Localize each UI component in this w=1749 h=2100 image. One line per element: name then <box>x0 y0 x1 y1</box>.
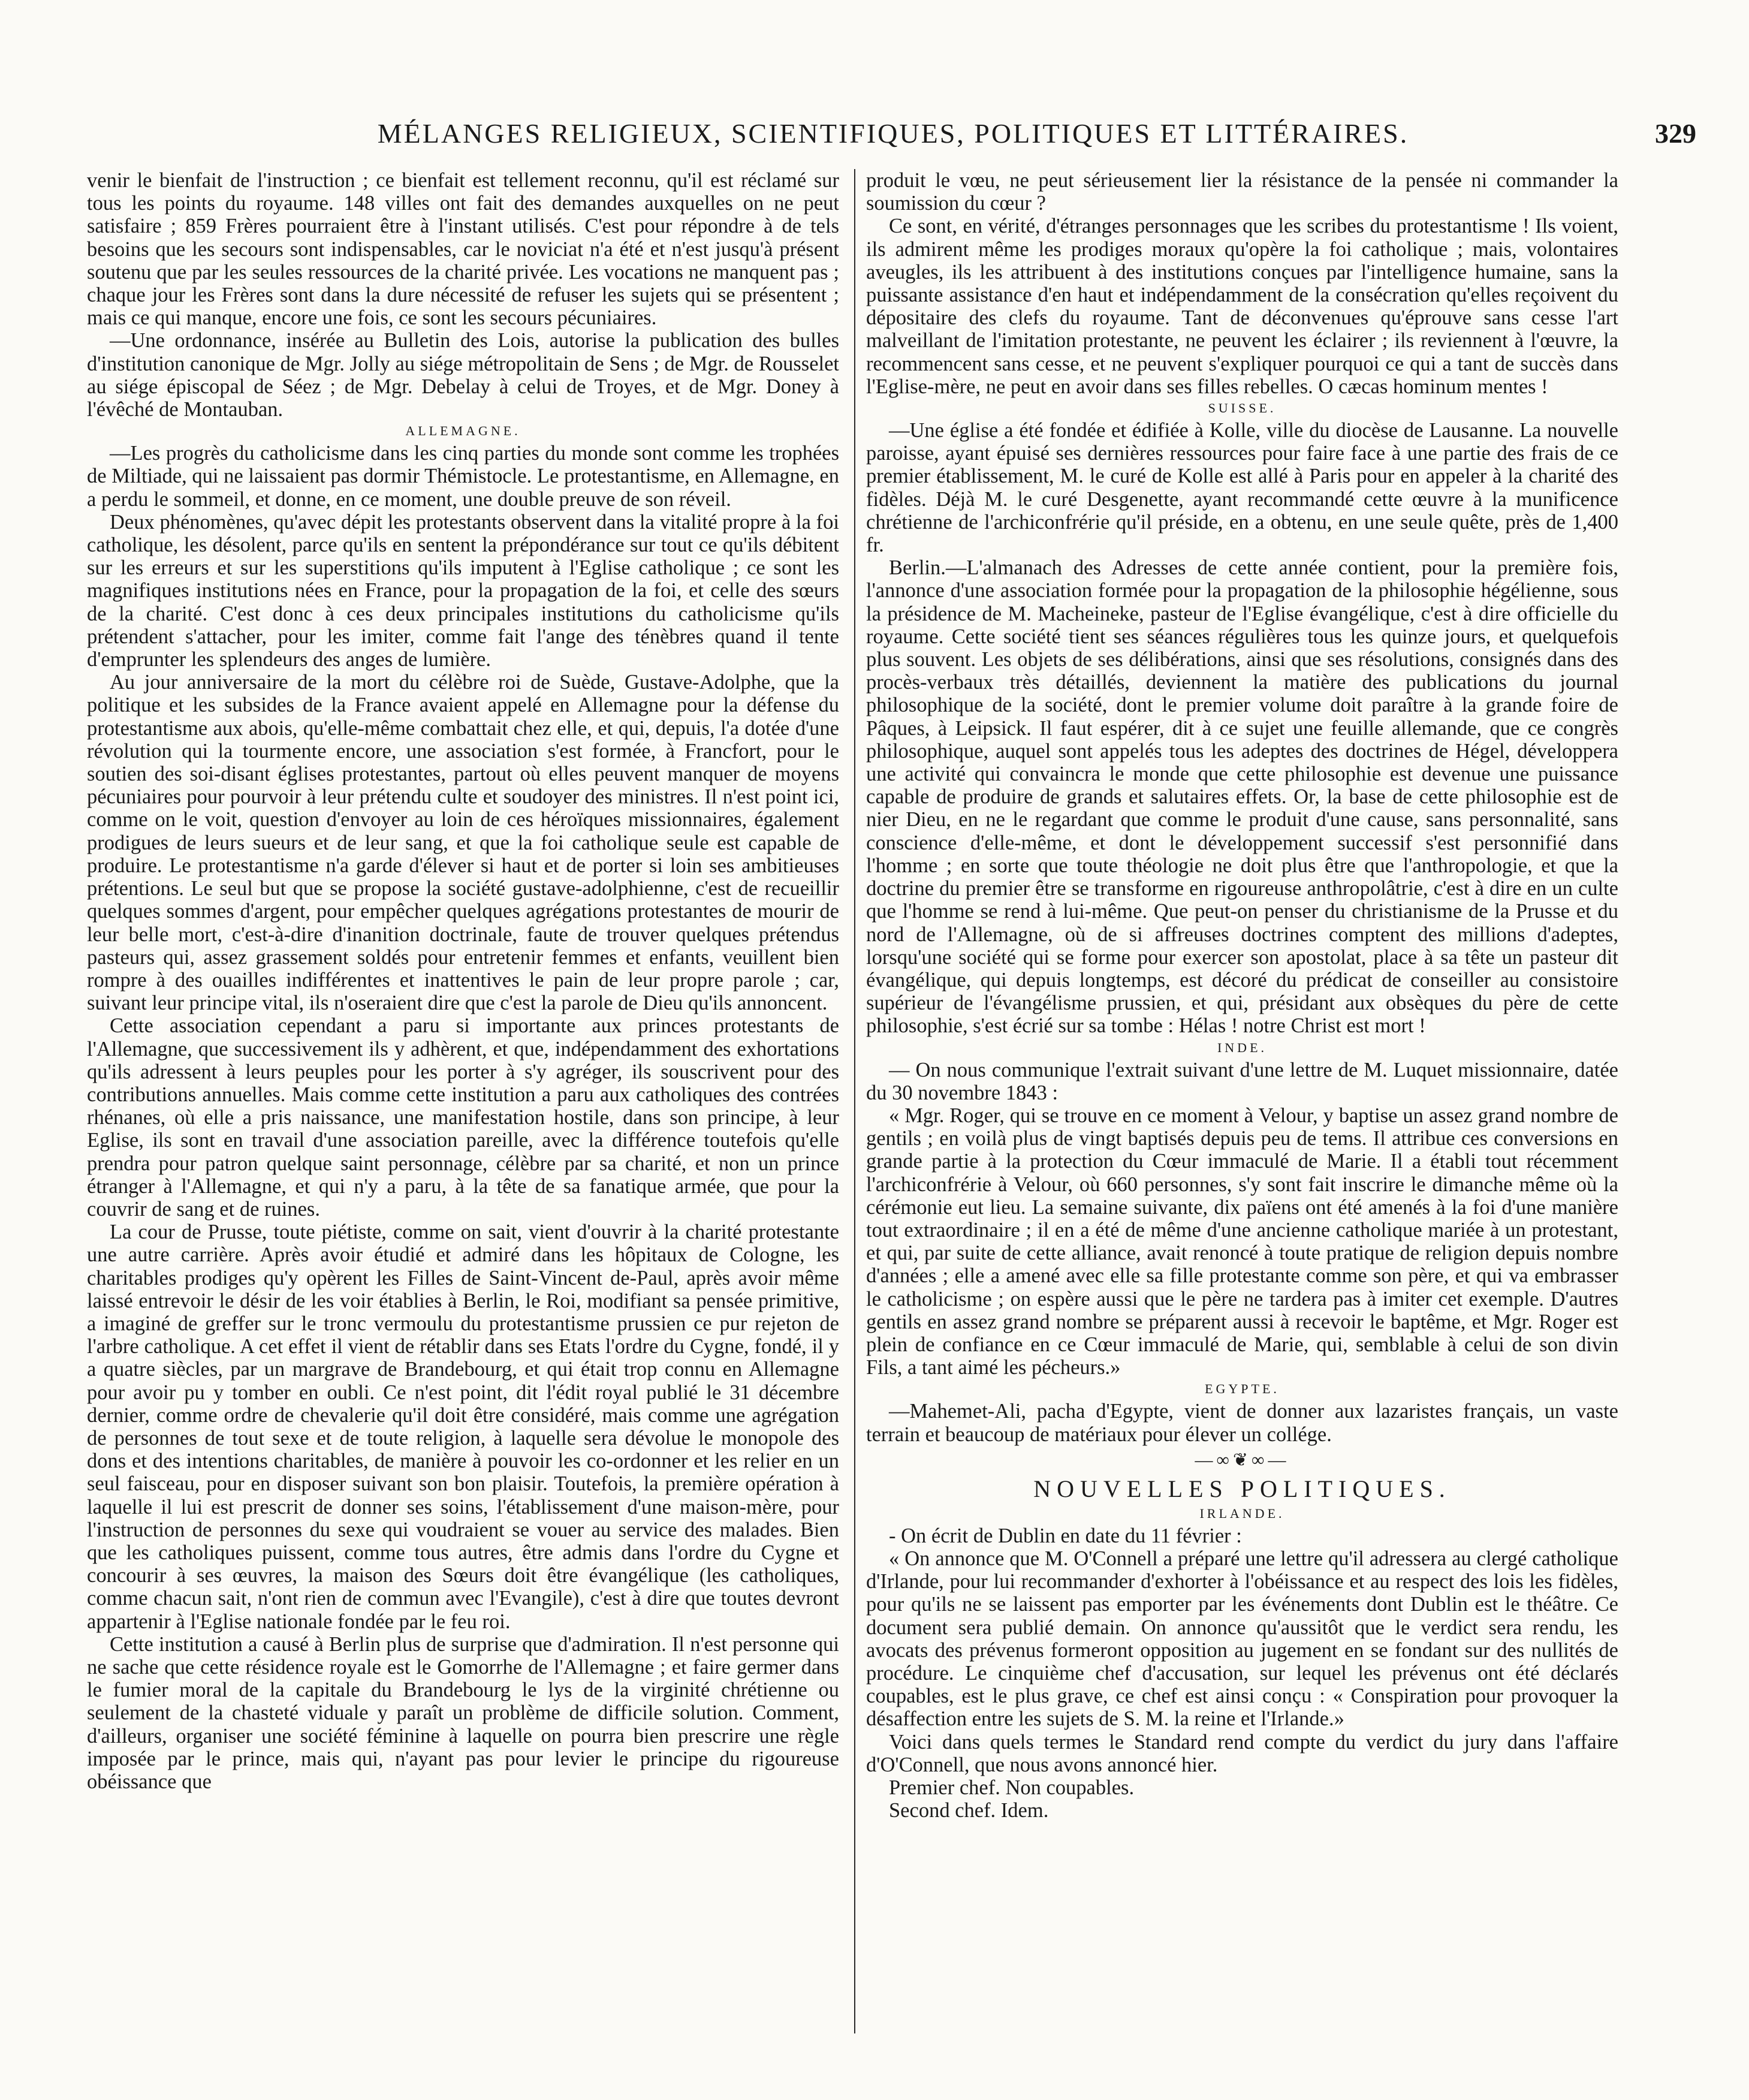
paragraph: Ce sont, en vérité, d'étranges personnages que les scribes du protestantisme ! Ils voient, ils admirent même les prodiges moraux qu'opère la foi catholique ; mais, volontaires aveugles, ils les attribuent à des institutions conçues par l'intelligence humaine, sans la puissante assistance d'en haut et indépendamment de la consécration qu'elles reçoivent du dépositaire des clefs du royaume. Tant de déconvenues qu'éprouve sans cesse l'art malveillant de l'imitation protestante, ne peuvent les éclairer ; ils reviennent à l'œuvre, la recommencent sans cesse, et ne peuvent s'expliquer pourquoi ce qui a tant de succès dans l'Eglise-mère, ne peut en avoir dans ses filles rebelles. O cæcas hominum mentes ! <box>866 215 1618 398</box>
paragraph: produit le vœu, ne peut sérieusement lier la résistance de la pensée ni commander la soumission du cœur ? <box>866 169 1618 215</box>
paragraph: —Mahemet-Ali, pacha d'Egypte, vient de donner aux lazaristes français, un vaste terrain et beaucoup de matériaux pour élever un collége. <box>866 1400 1618 1446</box>
paragraph: Voici dans quels termes le Standard rend compte du verdict du jury dans l'affaire d'O'Connell, que nous avons annoncé hier. <box>866 1730 1618 1776</box>
left-column <box>87 169 839 2034</box>
paragraph: Premier chef. Non coupables. <box>889 1776 1135 1799</box>
page-number: 329 <box>1655 118 1696 149</box>
paragraph: La cour de Prusse, toute piétiste, comme on sait, vient d'ouvrir à la charité protestante une autre carrière. Après avoir étudié et admiré dans les hôpitaux de Cologne, les charitables prodiges qu'y opèrent les Filles de Saint-Vincent de-Paul, après avoir même laissé entrevoir le désir de les voir établies à Berlin, le Roi, modifiant sa pensée primitive, a imaginé de greffer sur le tronc vermoulu du protestantisme prussien ce pur rejeton de l'arbre catholique. A cet effet il vient de rétablir dans ses Etats l'ordre du Cygne, fondé, il y a quatre siècles, par un margrave de Brandebourg, et qui était trop connu en Allemagne pour avoir pu y tomber en oubli. Ce n'est point, dit l'édit royal publié le 31 décembre dernier, comme ordre de chevalerie qu'il doit être considéré, mais comme une agrégation de personnes de tout sexe et de toute religion, à laquelle sera dévolue le monopole des dons et des intentions charitables, de manière à pouvoir les co-ordonner et les relier en un seul faisceau, pour en disposer suivant son bon plaisir. Toutefois, la première opération à laquelle il lui est prescrit de donner ses soins, l'établissement d'une maison-mère, pour l'instruction de personnes du sexe qui voudraient se vouer au service des malades. Bien que les catholiques puissent, comme tous autres, être admis dans l'ordre du Cygne et concourir à ses œuvres, la maison des Sœurs doit être évangélique (les catholiques, comme chacun sait, n'ont rien de commun avec l'Evangile), c'est à dire que toutes devront appartenir à l'Eglise nationale fondée par le feu roi. <box>87 1221 839 1633</box>
paragraph: « On annonce que M. O'Connell a préparé une lettre qu'il adressera au clergé catholique d'Irlande, pour lui recommander d'exhorter à l'obéissance et au respect des lois les fidèles, pour qu'ils ne se laissent pas emporter par les événements dont Dublin est le théâtre. Ce document sera publié demain. On annonce qu'aussitôt que le verdict sera rendu, les avocats des prévenus formeront opposition au jugement en se fondant sur des nullités de procédure. Le cinquième chef d'accusation, sur lequel les prévenus ont été déclarés coupables, est le plus grave, ce chef est ainsi conçu : « Conspiration pour provoquer la désaffection entre les sujets de S. M. la reine et l'Irlande.» <box>866 1547 1618 1731</box>
running-header <box>90 117 1696 161</box>
paragraph: Berlin.—L'almanach des Adresses de cette année contient, pour la première fois, l'annonce d'une association formée pour la propagation de la philosophie hégélienne, sous la présidence de M. Macheineke, pasteur de l'Eglise évangélique, c'est à dire officielle du royaume. Cette société tient ses séances régulières tous les quinze jours, et quelquefois plus souvent. Les objets de ses délibérations, ainsi que ses résolutions, consignés dans des procès-verbaux très détaillés, deviennent la matière des publications du journal philosophique de la société, dont le premier volume doit paraître à la grande foire de Pâques, à Leipsick. Il faut espérer, dit à ce sujet une feuille allemande, que ce congrès philosophique, auquel sont appelés tous les adeptes des doctrines de Hégel, développera une activité qui convaincra le monde que cette philosophie est devenue une puissance capable de produire de grands et salutaires effets. Or, la base de cette philosophie est de nier Dieu, en ne le regardant que comme le produit d'une cause, sans personnalité, sans conscience d'elle-même, et dont le développement successif s'est personnifié dans l'homme ; en sorte que toute théologie ne doit plus être que l'anthropologie, et que la doctrine du premier être se transforme en rigoureuse anthropolâtrie, c'est à dire en un culte que l'homme se rend à lui-même. Que peut-on penser du christianisme de la Prusse et du nord de l'Allemagne, où de si affreuses doctrines comptent des millions d'adeptes, lorsqu'une société qui se forme pour exercer son apostolat, place à sa tête un pasteur dit évangélique, qui depuis longtemps, est décoré du prédicat de conseiller au consistoire supérieur de l'évangélisme prussien, et qui, présidant aux obsèques du père de cette philosophie, s'est écrié sur sa tombe : Hélas ! notre Christ est mort ! <box>866 556 1618 1038</box>
ornament-divider: —∞❦∞— <box>1195 1450 1290 1470</box>
paragraph: —Une ordonnance, insérée au Bulletin des Lois, autorise la publication des bulles d'institution canonique de Mgr. Jolly au siége métropolitain de Sens ; de Mgr. de Rousselet au siége épiscopal de Séez ; de Mgr. Debelay à celui de Troyes, et de Mgr. Doney à l'évêché de Montauban. <box>87 329 839 421</box>
section-heading-egypte: EGYPTE. <box>1205 1381 1280 1397</box>
paragraph: - On écrit de Dublin en date du 11 février : <box>889 1524 1242 1547</box>
paragraph: Cette association cependant a paru si importante aux princes protestants de l'Allemagne, que successivement ils y adhèrent, et que, indépendamment des exhortations qu'ils adressent à leurs peuples pour les porter à s'y agréger, ils souscrivent pour des contributions annuelles. Mais comme cette institution a paru aux catholiques des contrées rhénanes, où elle a pris naissance, une manifestation hostile, dans son principe, à leur Eglise, ils sont en travail d'une association pareille, avec la différence toutefois qu'elle prendra pour patron quelque saint personnage, célèbre par sa charité, et non un prince étranger à l'Allemagne, et qui n'y a paru, à la tête de sa fanatique armée, que pour la couvrir de sang et de ruines. <box>87 1014 839 1221</box>
paragraph: Cette institution a causé à Berlin plus de surprise que d'admiration. Il n'est personne qui ne sache que cette résidence royale est le Gomorrhe de l'Allemagne ; et faire germer dans le fumier moral de la capitale du Brandebourg le lys de la virginité chrétienne ou seulement de la chasteté viduale y paraît un problème de difficile solution. Comment, d'ailleurs, organiser une société féminine à laquelle on pourra bien prescrire une règle imposée par le prince, mais qui, n'ayant pas pour levier le principe du rigoureuse obéissance que <box>87 1632 839 1794</box>
rubric-heading: NOUVELLES POLITIQUES. <box>1033 1475 1451 1502</box>
running-title: MÉLANGES RELIGIEUX, SCIENTIFIQUES, POLITIQUES ET LITTÉRAIRES. <box>377 118 1409 149</box>
paragraph: Second chef. Idem. <box>889 1799 1049 1822</box>
section-heading-inde: INDE. <box>1217 1040 1268 1055</box>
paragraph: —Les progrès du catholicisme dans les cinq parties du monde sont comme les trophées de Miltiade, qui ne laissaient pas dormir Thémistocle. Le protestantisme, en Allemagne, en a perdu le sommeil, et donne, en ce moment, une double preuve de son réveil. <box>87 442 839 511</box>
section-heading-allemagne: ALLEMAGNE. <box>405 423 521 439</box>
paragraph: —Une église a été fondée et édifiée à Kolle, ville du diocèse de Lausanne. La nouvelle paroisse, ayant épuisé ses dernières ressources pour faire face à une partie des frais de ce premier établissement, M. le curé de Kolle est allé à Paris pour en appeler à la charité des fidèles. Déjà M. le curé Desgenette, ayant recommandé cette œuvre à la munificence chrétienne de l'archiconfrérie qu'il préside, en a obtenu, en une seule quête, près de 1,400 fr. <box>866 419 1618 557</box>
section-heading-irlande: IRLANDE. <box>1199 1505 1285 1521</box>
column-divider <box>854 169 855 2033</box>
paragraph: Deux phénomènes, qu'avec dépit les protestants observent dans la vitalité propre à la foi catholique, les désolent, parce qu'ils en sentent la prépondérance sur tout ce qu'ils débitent sur les erreurs et sur les superstitions qu'ils imputent à l'Eglise catholique ; ce sont les magnifiques institutions nées en France, pour la propagation de la foi, et celle des sœurs de la charité. C'est donc à ces deux principales institutions du catholicisme qu'ils prétendent s'attacher, pour les imiter, comme fait l'ange des ténèbres quand il tente d'emprunter les splendeurs des anges de lumière. <box>87 510 839 671</box>
paragraph: venir le bienfait de l'instruction ; ce bienfait est tellement reconnu, qu'il est réclamé sur tous les points du royaume. 148 villes ont fait des demandes auxquelles on ne peut satisfaire ; 859 Frères pourraient être à l'instant utilisés. C'est pour répondre à de tels besoins que les secours sont indispensables, car le noviciat n'a été et n'est jusqu'à présent soutenu que par les seules ressources de la charité privée. Les vocations ne manquent pas ; chaque jour les Frères sont dans la dure nécessité de refuser les sujets qui se présentent ; mais ce qui manque, encore une fois, ce sont les secours pécuniaires. <box>87 169 839 330</box>
right-column <box>866 169 1618 2034</box>
paragraph: — On nous communique l'extrait suivant d'une lettre de M. Luquet missionnaire, datée du 30 novembre 1843 : <box>866 1058 1618 1104</box>
section-heading-suisse: SUISSE. <box>1208 400 1277 416</box>
paragraph: Au jour anniversaire de la mort du célèbre roi de Suède, Gustave-Adolphe, que la politique et les subsides de la France avaient appelé en Allemagne pour la défense du protestantisme aux abois, qu'elle-même combattait chez elle, et qui, depuis, l'a dotée d'une révolution qui la tourmente encore, une association s'est formée, à Francfort, pour le soutien des soi-disant églises protestantes, partout où elles peuvent manquer de moyens pécuniaires pour pourvoir à leur prétendu culte et soudoyer des ministres. Il n'est point ici, comme on le voit, question d'envoyer au loin de ces héroïques missionnaires, également prodigues de leurs sueurs et de leur sang, et que la foi catholique seule est capable de produire. Le protestantisme n'a garde d'élever si haut et de porter si loin ses ambitieuses prétentions. Le seul but que se propose la société gustave-adolphienne, c'est de recueillir quelques sommes d'argent, pour empêcher quelques agrégations protestantes de mourir de leur belle mort, c'est-à-dire d'inanition doctrinale, faute de trouver quelques prétendus pasteurs qui, assez grassement soldés pour entretenir femmes et enfants, veuillent bien rompre à des ouailles indifférentes et inattentives le pain de leur propre parole ; car, suivant leur principe vital, ils n'oseraient dire que c'est la parole de Dieu qu'ils annoncent. <box>87 671 839 1015</box>
paragraph: « Mgr. Roger, qui se trouve en ce moment à Velour, y baptise un assez grand nombre de gentils ; en voilà plus de vingt baptisés depuis peu de tems. Il attribue ces conversions en grande partie à la protection du Cœur immaculé de Marie. Il a établi tout récemment l'archiconfrérie à Velour, où 660 personnes, s'y sont fait inscrire le dimanche même où la cérémonie eut lieu. La semaine suivante, dix païens ont été amenés à la foi d'une manière tout extraordinaire ; il en a été de même d'une ancienne catholique mariée à un protestant, et qui, par suite de cette alliance, avait renoncé à toute pratique de religion depuis nombre d'années ; elle a amené avec elle sa fille protestante comme son père, et qui va embrasser le catholicisme ; on espère aussi que le père ne tardera pas à imiter cet exemple. D'autres gentils en assez grand nombre se préparent aussi à recevoir le baptême, et Mgr. Roger est plein de confiance en ce Cœur immaculé de Marie, qui, semblable à celui de son divin Fils, a tant aimé les pécheurs.» <box>866 1104 1618 1379</box>
